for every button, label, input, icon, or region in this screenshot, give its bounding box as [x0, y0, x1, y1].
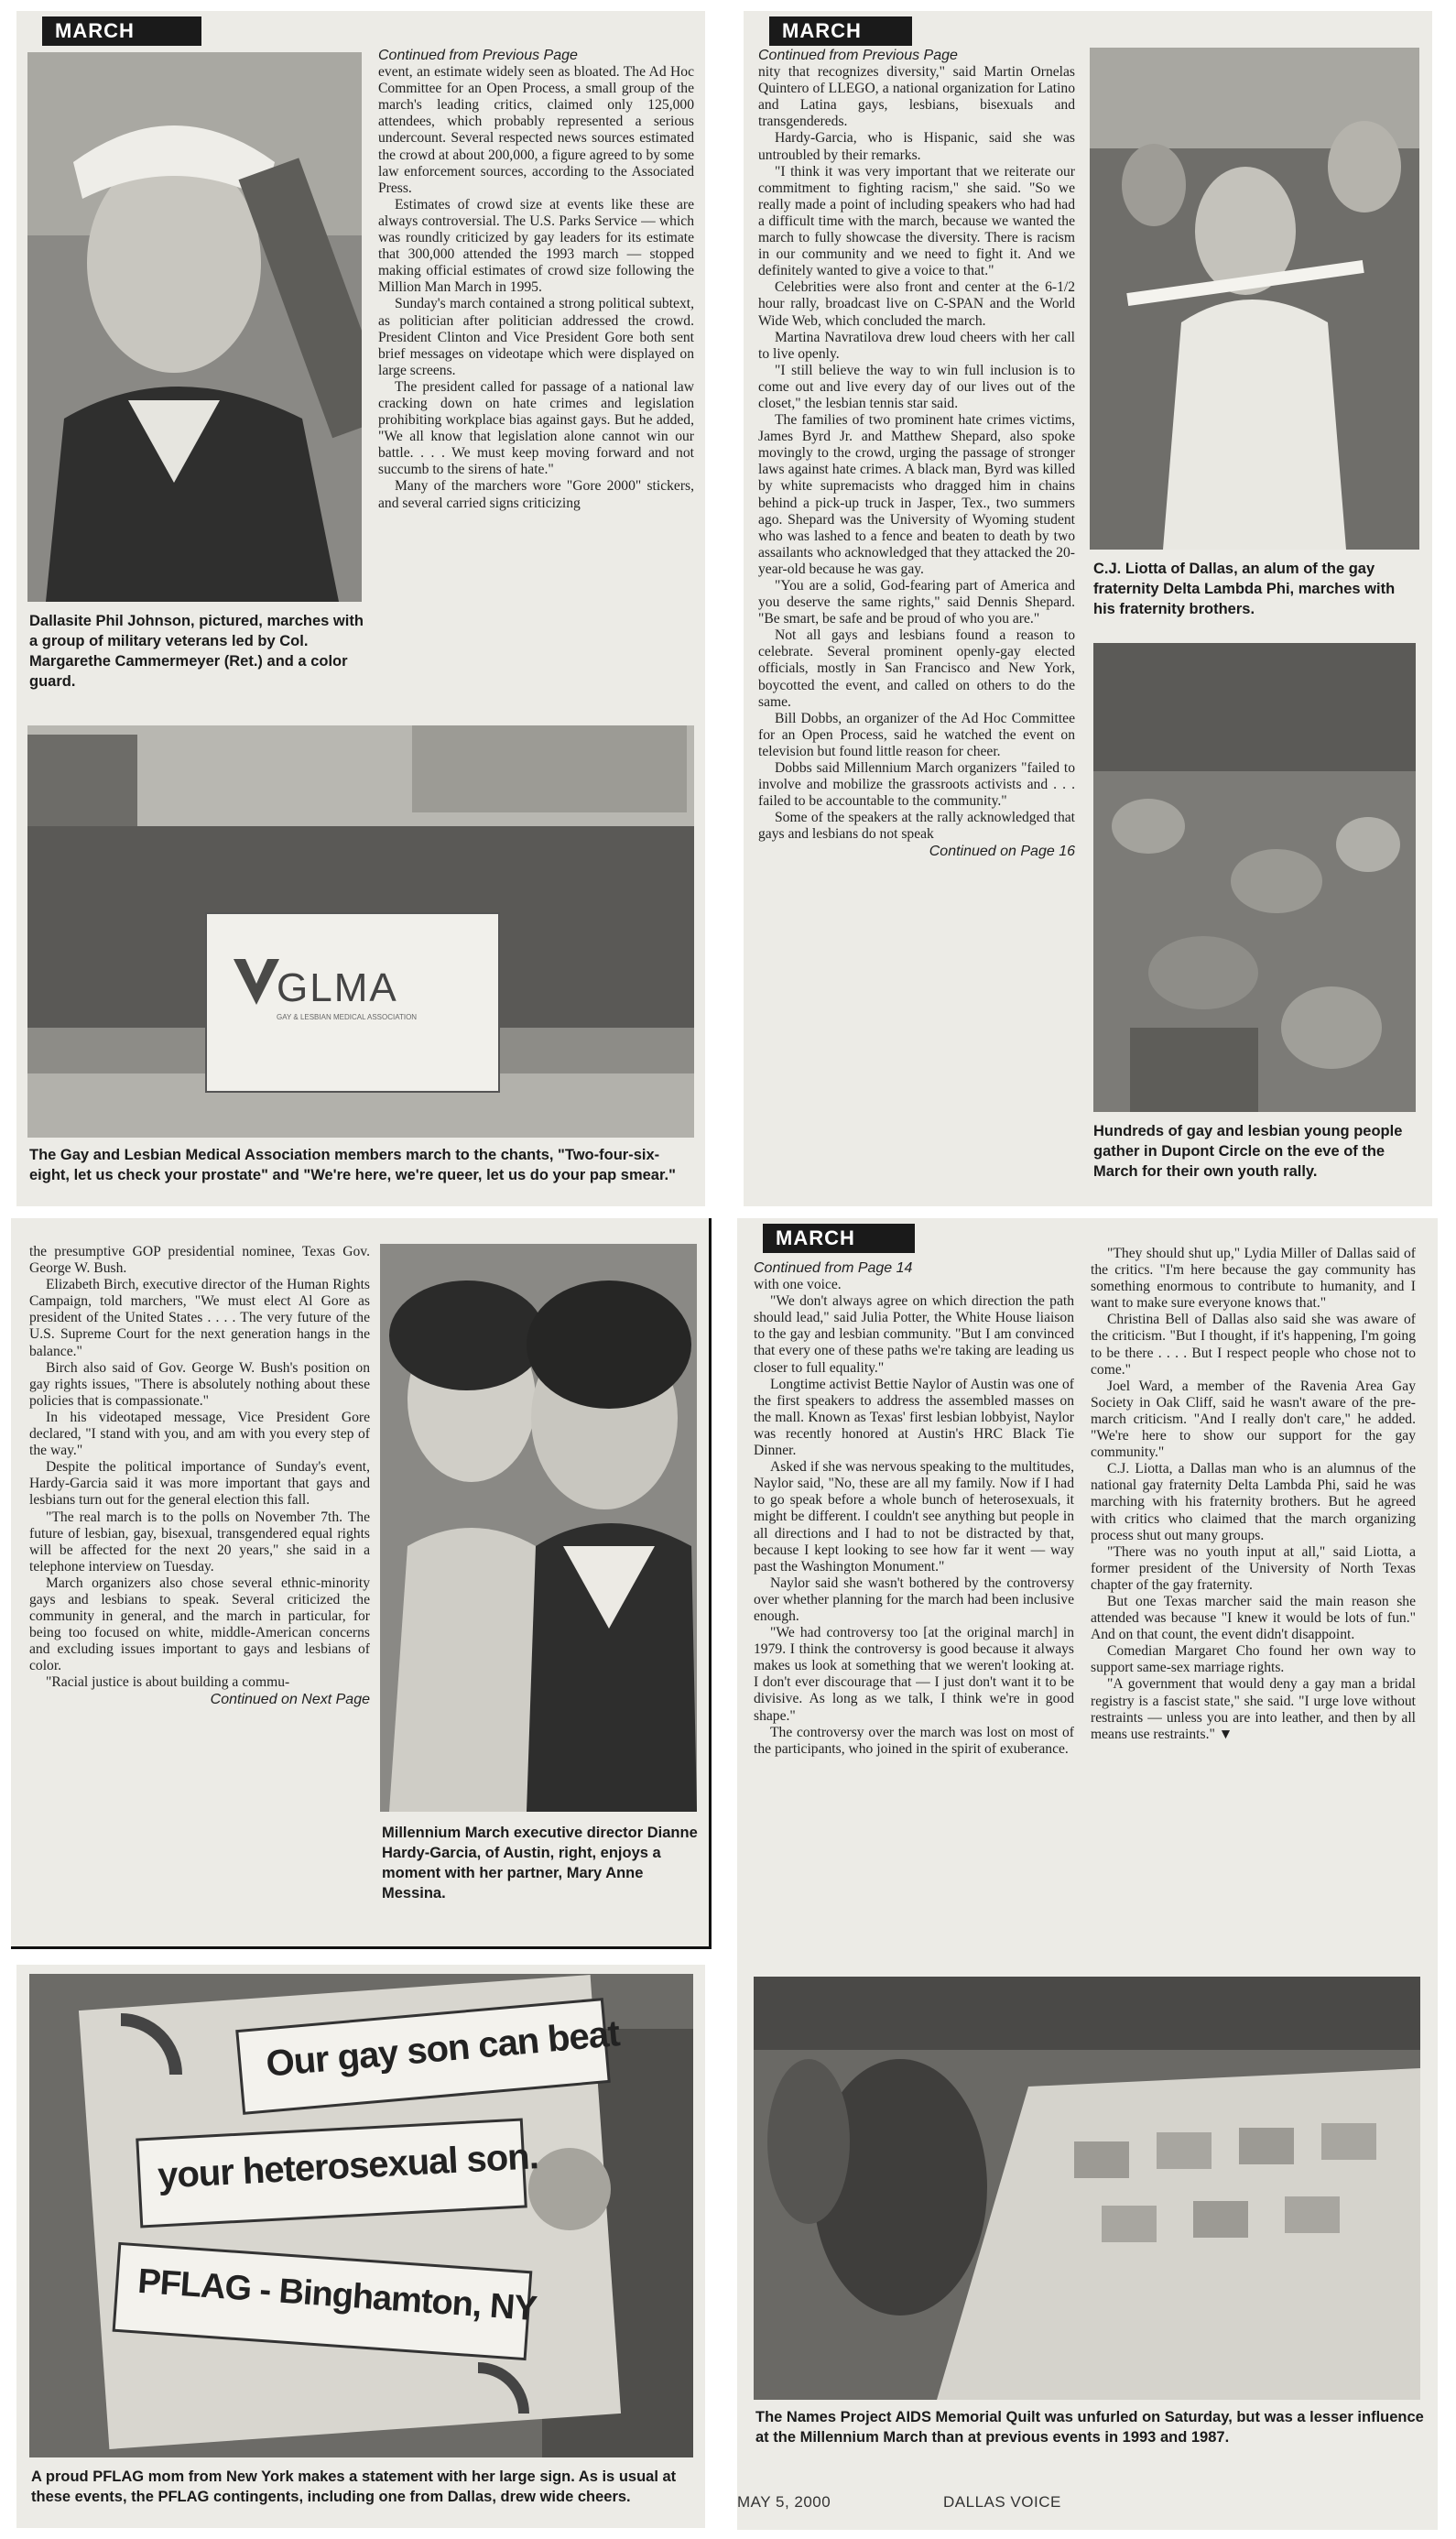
continued-from-page: Continued from Page 14	[754, 1260, 913, 1276]
article-paragraph: Dobbs said Millennium March organizers "failed to involve and mobilize the grassroots activists and . . . failed to be accountable to the community."	[758, 760, 1075, 810]
article-paragraph: Martina Navratilova drew loud cheers with her call to live openly.	[758, 329, 1075, 362]
photo-pflag-sign	[29, 1974, 693, 2457]
article-paragraph: "They should shut up," Lydia Miller of Dallas said of the critics. "I'm here because the gay community has something enormous to contribute to humanity, and I want to make sure everyone knows that."	[1091, 1246, 1416, 1312]
glma-banner-text: GLMA	[277, 965, 398, 1010]
article-paragraph: Comedian Margaret Cho found her own way to support same-sex marriage rights.	[1091, 1643, 1416, 1676]
article-paragraph: Elizabeth Birch, executive director of the Human Rights Campaign, told marchers, "We must elect Al Gore as president of the United States . . . . The very future of the U.S. Supreme Court for the next generation hangs in the balance."	[29, 1277, 370, 1359]
article-paragraph: "I still believe the way to win full inclusion is to come out and live every day of our lives out of the closet," the lesbian tennis star said.	[758, 362, 1075, 411]
article-paragraph: Asked if she was nervous speaking to the multitudes, Naylor said, "No, these are all my family. Now if I had to go speak before a whole bunch of heterosexuals, it might be different. I couldn't see anything but people in all directions and I had to not be distracted by that, because I kept looking to see how far it went — way past the Washington Monument."	[754, 1459, 1074, 1575]
article-paragraph: The controversy over the march was lost on most of the participants, who joined in the spirit of exuberance.	[754, 1724, 1074, 1757]
footer-publication: DALLAS VOICE	[943, 2493, 1061, 2511]
caption-hardy-garcia: Millennium March executive director Dianne Hardy-Garcia, of Austin, right, enjoys a moment with her partner, Mary Anne Messina.	[382, 1825, 698, 1902]
article-paragraph: Some of the speakers at the rally acknowledged that gays and lesbians do not speak	[758, 810, 1075, 843]
article-paragraph: But one Texas marcher said the main reason she attended was because "I knew it would be lots of fun." And on that count, the event didn't disappoint.	[1091, 1593, 1416, 1643]
clipping-panel-2	[744, 11, 1432, 1206]
continued-from-previous: Continued from Previous Page	[758, 48, 958, 63]
article-paragraph: Estimates of crowd size at events like these are always controversial. The U.S. Parks Service — which was roundly criticized by gay leaders for its estimate that 300,000 attended the 1993 march — stopped making official estimates of crowd size following the Million Man March in 1995.	[378, 196, 694, 296]
article-paragraph: Celebrities were also front and center at the 6-1/2 hour rally, broadcast live on C-SPAN and the World Wide Web, which concluded the march.	[758, 279, 1075, 329]
article-paragraph: The president called for passage of a national law cracking down on hate crimes and legislation prohibiting workplace bias against gays. But he added, "We all know that legislation alone cannot win our battle. . . . We must keep moving forward and not succumb to the sirens of hate."	[378, 378, 694, 478]
article-paragraph: "You are a solid, God-fearing part of America and you deserve the same rights," said Dennis Shepard. "Be smart, be safe and be proud of who you are."	[758, 578, 1075, 627]
section-tag: MARCH	[42, 16, 201, 46]
panel1-article	[378, 48, 694, 512]
photo-dupont-circle	[1093, 643, 1416, 1112]
article-paragraph: "We had controversy too [at the original march] in 1979. I think the controversy is good because it always makes us look at something that we weren't looking at. I don't ever discourage that — I just don't want it to be divisive. As long as we talk, I think we're in good shape."	[754, 1625, 1074, 1724]
sign-line-1: Our gay son can beat	[264, 2013, 621, 2085]
article-paragraph: In his videotaped message, Vice President Gore declared, "I stand with you, and am with you every step of the way."	[29, 1409, 370, 1459]
article-paragraph: "The real march is to the polls on November 7th. The future of lesbian, gay, bisexual, transgendered equal rights will be affected for the next 20 years," she said in a telephone interview on Tuesday.	[29, 1509, 370, 1575]
article-paragraph: Bill Dobbs, an organizer of the Ad Hoc Committee for an Open Process, said he watched the event on television but found little reason for cheer.	[758, 710, 1075, 759]
panel5-article-left	[754, 1260, 1074, 1758]
article-paragraph: Birch also said of Gov. George W. Bush's position on gay rights issues, "There is absolutely nothing about these policies that is compassionate."	[29, 1359, 370, 1409]
photo-phil-johnson	[27, 52, 362, 602]
article-paragraph: Sunday's march contained a strong political subtext, as politician after politician addressed the crowd. President Clinton and Vice President Gore both sent brief messages on videotape which were displayed on large screens.	[378, 296, 694, 378]
caption-dupont-circle: Hundreds of gay and lesbian young people gather in Dupont Circle on the eve of the March for their own youth rally.	[1093, 1123, 1403, 1180]
article-paragraph: The families of two prominent hate crimes victims, James Byrd Jr. and Matthew Shepard, also spoke movingly to the crowd, urging the passage of stronger laws against hate crimes. A black man, Byrd was killed by white supremacists who dragged him in chains behind a pick-up truck in Jasper, Tex., two summers ago. Shepard was the University of Wyoming student who was lashed to a fence and beaten to death by two assailants who acknowledged that they attacked the 20-year-old because he was gay.	[758, 412, 1075, 577]
continued-on-page: Continued on Page 16	[929, 843, 1075, 859]
article-paragraph: Christina Bell of Dallas also said she was aware of the criticism. "But I thought, if it's happening, I'm going to be there . . . . But I respect people who chose not to come."	[1091, 1312, 1416, 1378]
article-paragraph: Despite the political importance of Sunday's event, Hardy-Garcia said it was more important that gays and lesbians turn out for the general election this fall.	[29, 1459, 370, 1509]
article-paragraph: March organizers also chose several ethnic-minority gays and lesbians to speak. Several criticized the community in general, and the march in particular, for being too focused on white, middle-American concerns and excluding issues important to gays and lesbians of color.	[29, 1575, 370, 1674]
caption-aids-quilt: The Names Project AIDS Memorial Quilt was unfurled on Saturday, but was a lesser influence at the Millennium March than at previous events in 1993 and 1987.	[755, 2409, 1424, 2446]
continued-on-next-page: Continued on Next Page	[210, 1691, 370, 1707]
article-paragraph: "Racial justice is about building a commu-	[46, 1674, 290, 1691]
photo-aids-quilt	[754, 1977, 1420, 2400]
article-paragraph: C.J. Liotta, a Dallas man who is an alumnus of the national gay fraternity Delta Lambda Phi, said he was marching with his fraternity brothers. But he agreed with critics who claimed that the march organizing process shut out many groups.	[1091, 1461, 1416, 1543]
caption-cj-liotta: C.J. Liotta of Dallas, an alum of the gay fraternity Delta Lambda Phi, marches with his fraternity brothers.	[1093, 561, 1396, 617]
panel3-article	[29, 1244, 370, 1708]
caption-phil-johnson: Dallasite Phil Johnson, pictured, marches with a group of military veterans led by Col. Margarethe Cammermeyer (Ret.) and a color guard.	[29, 613, 364, 690]
panel2-article	[758, 48, 1075, 860]
article-paragraph: Many of the marchers wore "Gore 2000" stickers, and several carried signs criticizing	[378, 478, 694, 511]
article-paragraph: event, an estimate widely seen as bloated. The Ad Hoc Committee for an Open Process, a small group of the march's leading critics, claimed only 125,000 attendees, which probably represented a serious undercount. Several respected news sources estimated the crowd at about 200,000, a figure agreed to by some law enforcement sources, according to the Associated Press.	[378, 64, 694, 196]
footer-date: MAY 5, 2000	[737, 2493, 831, 2511]
article-paragraph: "I think it was very important that we reiterate our commitment to fighting racism," she said. "So we really made a point of including speakers who had had a difficult time with the march, because we wanted the march to fully showcase the diversity. There is racism in our community and we need to fight it. And we definitely wanted to give a voice to that."	[758, 163, 1075, 279]
sign-line-2: your heterosexual son.	[157, 2136, 539, 2196]
article-paragraph: Naylor said she wasn't bothered by the controversy over whether planning for the march had been inclusive enough.	[754, 1575, 1074, 1624]
clipping-panel-4	[16, 1965, 705, 2528]
article-paragraph: the presumptive GOP presidential nominee, Texas Gov. George W. Bush.	[29, 1244, 370, 1277]
glma-banner-subtext: GAY & LESBIAN MEDICAL ASSOCIATION	[277, 1013, 418, 1021]
continued-from-previous: Continued from Previous Page	[378, 48, 578, 63]
article-paragraph: "A government that would deny a gay man a bridal registry is a fascist state," she said. "I urge love without restraints — unless you are into leather, and then by all means use restraints." ▼	[1091, 1676, 1416, 1742]
sign-line-3: PFLAG - Binghamton, NY	[136, 2261, 538, 2329]
clipping-panel-1	[16, 11, 705, 1206]
clipping-panel-5	[737, 1218, 1438, 2530]
caption-pflag: A proud PFLAG mom from New York makes a statement with her large sign. As is usual at these events, the PFLAG contingents, including one from Dallas, drew wide cheers.	[31, 2468, 677, 2505]
section-tag: MARCH	[769, 16, 912, 46]
article-paragraph: with one voice.	[754, 1277, 842, 1293]
article-paragraph: Joel Ward, a member of the Ravenia Area Gay Society in Oak Cliff, said he wasn't aware of the pre-march criticism. "And I really don't care," he added. "We're here to show our support for the gay community."	[1091, 1378, 1416, 1461]
photo-glma-marchers	[27, 725, 694, 1138]
article-paragraph: "We don't always agree on which direction the path should lead," said Julia Potter, the White House liaison to the gay and lesbian community. "But I am convinced that every one of these paths we're taking are leading us closer to full equality."	[754, 1293, 1074, 1376]
article-paragraph: Not all gays and lesbians found a reason to celebrate. Several prominent openly-gay elected officials, mostly in San Francisco and New York, boycotted the event, and called on others to do the same.	[758, 627, 1075, 710]
article-paragraph: Hardy-Garcia, who is Hispanic, said she was untroubled by their remarks.	[758, 130, 1075, 163]
section-tag: MARCH	[763, 1224, 915, 1253]
article-paragraph: "There was no youth input at all," said Liotta, a former president of the University of North Texas chapter of the gay fraternity.	[1091, 1543, 1416, 1593]
article-paragraph: nity that recognizes diversity," said Martin Ornelas Quintero of LLEGO, a national organization for Latino and Latina gays, lesbians, bisexuals and transgendereds.	[758, 64, 1075, 130]
photo-hardy-garcia	[380, 1244, 697, 1812]
clipping-panel-3	[11, 1218, 712, 1949]
caption-glma: The Gay and Lesbian Medical Association members march to the chants, "Two-four-six-eight, let us check your prostate" and "We're here, we're queer, let us do your pap smear."	[29, 1147, 676, 1183]
photo-cj-liotta	[1090, 48, 1419, 550]
panel5-article-right	[1091, 1246, 1416, 1743]
article-paragraph: Longtime activist Bettie Naylor of Austin was one of the first speakers to address the assembled masses on the mall. Known as Texas' first lesbian lobbyist, Naylor was recently honored at Austin's HRC Black Tie Dinner.	[754, 1376, 1074, 1459]
